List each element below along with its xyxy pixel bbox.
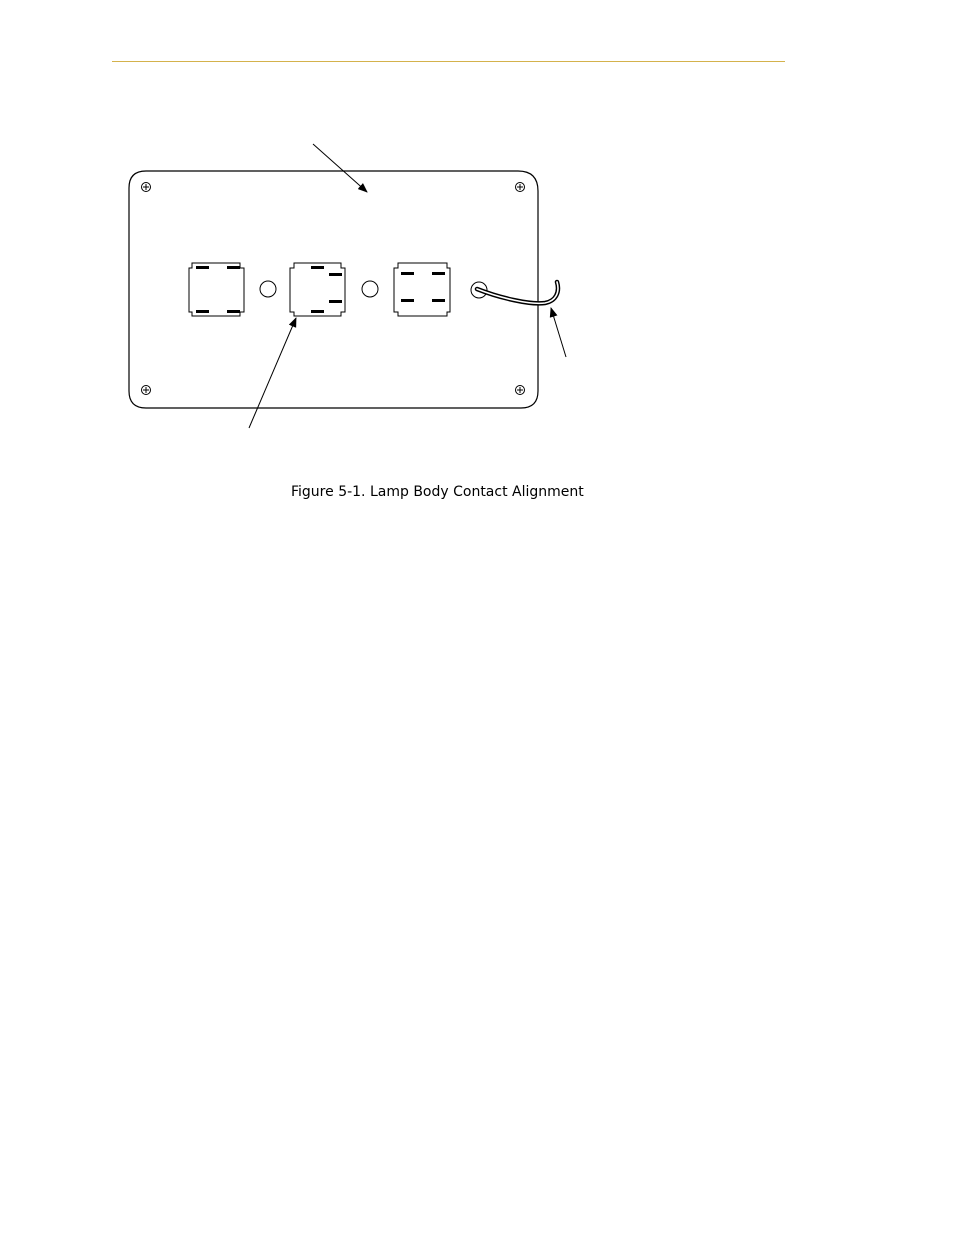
contact-block-3 <box>394 263 450 316</box>
lead-wire-icon <box>477 282 558 303</box>
leader-arrow-lamp-body <box>313 144 367 192</box>
screw-head-icon <box>142 183 151 192</box>
screw-head-icon <box>516 183 525 192</box>
leader-arrow-contact-block <box>249 318 296 428</box>
locating-hole <box>362 281 378 297</box>
locating-hole <box>260 281 276 297</box>
lamp-body-diagram <box>0 0 954 520</box>
figure-caption: Figure 5-1. Lamp Body Contact Alignment <box>291 484 584 500</box>
contact-block-2 <box>290 263 345 316</box>
contact-block-1 <box>189 263 244 316</box>
leader-arrow-lead-wire <box>551 308 566 357</box>
screw-head-icon <box>142 386 151 395</box>
screw-head-icon <box>516 386 525 395</box>
